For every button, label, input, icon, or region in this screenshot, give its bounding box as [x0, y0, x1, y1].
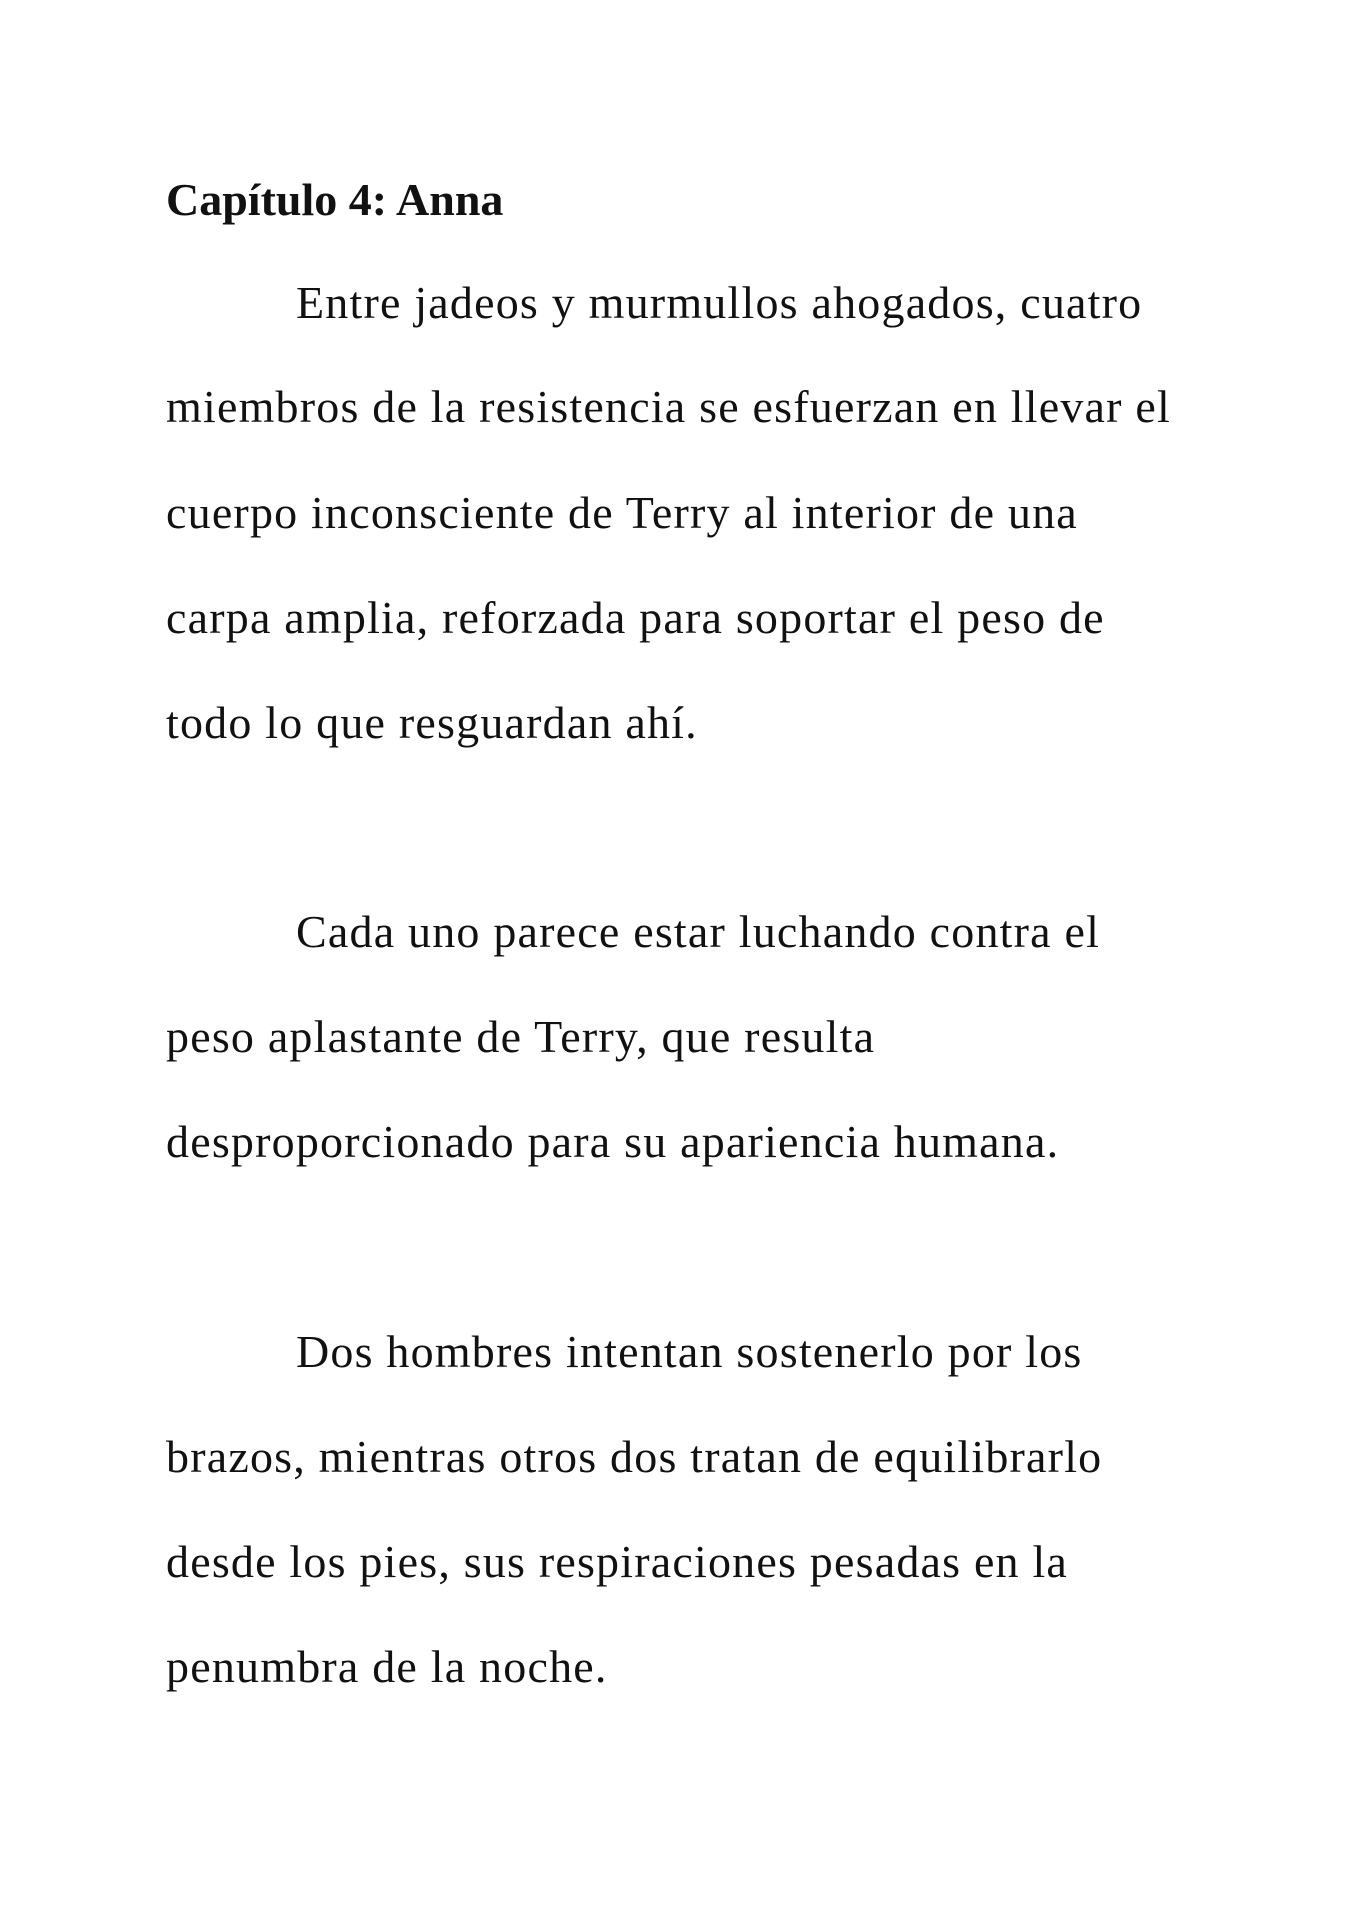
paragraph-1-line-3: cuerpo inconsciente de Terry al interior de una	[166, 487, 1078, 538]
paragraph-3-line-4: penumbra de la noche.	[166, 1641, 608, 1692]
paragraph-3-line-2: brazos, mientras otros dos tratan de equilibrarlo	[166, 1431, 1103, 1482]
paragraph-1-line-1: Entre jadeos y murmullos ahogados, cuatro	[296, 277, 1143, 328]
paragraph-3-line-1: Dos hombres intentan sostenerlo por los	[296, 1326, 1083, 1377]
paragraph-1-line-5: todo lo que resguardan ahí.	[166, 697, 698, 748]
paragraph-3-line-3: desde los pies, sus respiraciones pesadas en la	[166, 1536, 1069, 1587]
paragraph-2-line-1: Cada uno parece estar luchando contra el	[296, 906, 1101, 957]
paragraph-2-line-3: desproporcionado para su apariencia humana.	[166, 1116, 1060, 1167]
paragraph-1-line-4: carpa amplia, reforzada para soportar el peso de	[166, 592, 1105, 643]
paragraph-2-line-2: peso aplastante de Terry, que resulta	[166, 1011, 876, 1062]
chapter-title: Capítulo 4: Anna	[166, 174, 504, 225]
paragraph-1-line-2: miembros de la resistencia se esfuerzan en llevar el	[166, 381, 1171, 432]
